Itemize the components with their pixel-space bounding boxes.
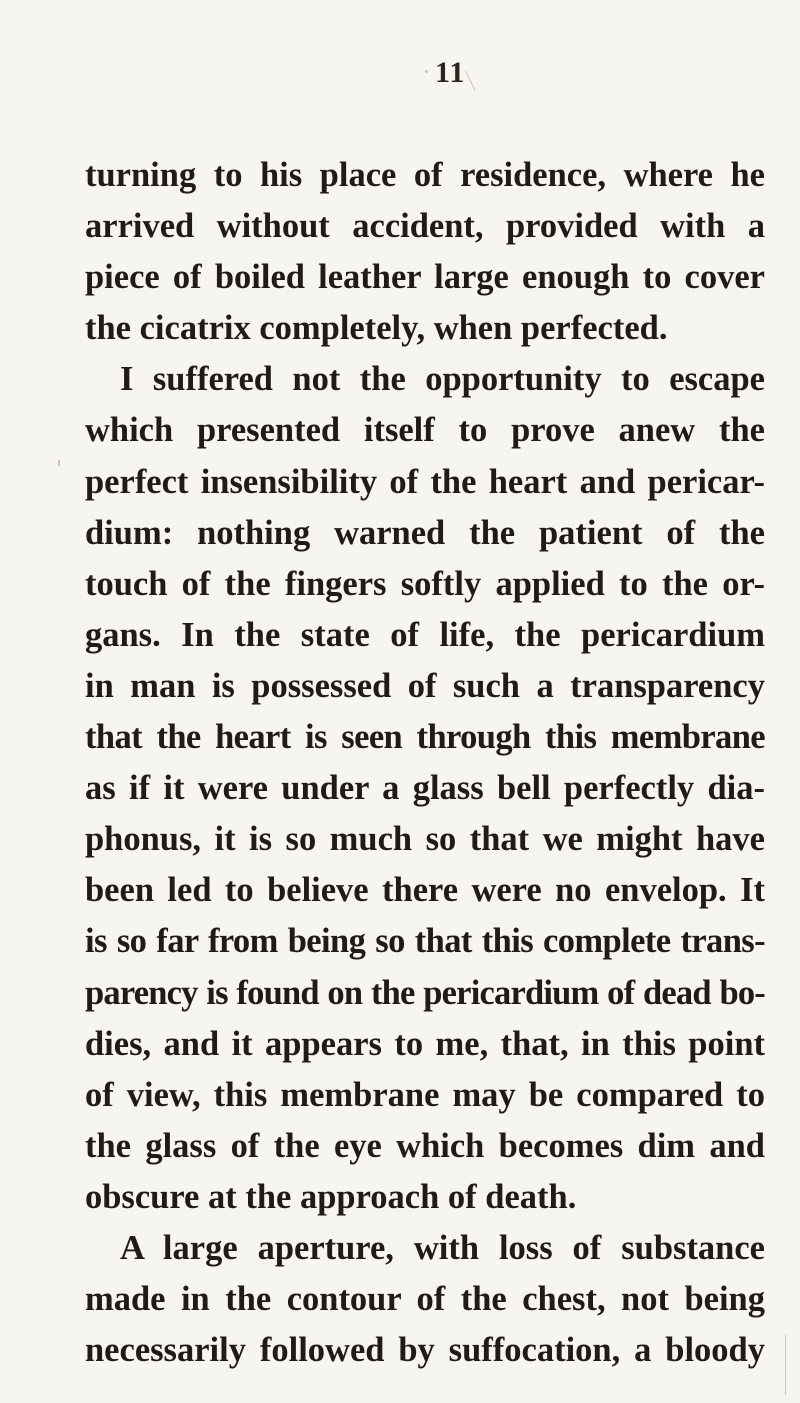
text-line: the glass of the eye which becomes dim and	[85, 1126, 765, 1165]
text-line: parency is found on the pericardium of dead bo-	[85, 973, 765, 1012]
paper-speck	[465, 71, 475, 91]
body-text	[85, 150, 765, 1376]
text-line: arrived without accident, provided with a	[85, 207, 765, 246]
text-line: of view, this membrane may be compared to	[85, 1075, 765, 1114]
text-line: A large aperture, with loss of substance	[120, 1228, 765, 1267]
text-line: as if it were under a glass bell perfectly dia-	[85, 769, 765, 808]
text-line: perfect insensibility of the heart and pericar-	[85, 462, 765, 501]
page-number: 11	[435, 56, 466, 89]
text-line: made in the contour of the chest, not being	[85, 1280, 765, 1319]
text-line: is so far from being so that this complete trans-	[85, 922, 765, 961]
text-line: gans. In the state of life, the pericardium	[85, 615, 765, 654]
text-line: I suffered not the opportunity to escape	[120, 360, 765, 399]
text-line: dies, and it appears to me, that, in this point	[85, 1024, 765, 1063]
text-line: been led to believe there were no envelop. It	[85, 871, 765, 910]
text-line: phonus, it is so much so that we might have	[85, 820, 765, 859]
text-line: necessarily followed by suffocation, a bloody	[85, 1331, 765, 1370]
paper-speck	[58, 460, 60, 466]
text-line: the cicatrix completely, when perfected.	[85, 309, 668, 348]
text-line: turning to his place of residence, where he	[85, 156, 765, 194]
text-line: that the heart is seen through this membrane	[85, 718, 765, 757]
paper-edge-mark	[785, 1335, 786, 1395]
text-line: in man is possessed of such a transparency	[85, 666, 765, 705]
paper-speck	[425, 70, 428, 73]
text-line: which presented itself to prove anew the	[85, 411, 765, 450]
text-line: obscure at the approach of death.	[85, 1177, 577, 1216]
text-line: piece of boiled leather large enough to cover	[85, 258, 765, 297]
text-line: touch of the fingers softly applied to the or-	[85, 564, 765, 603]
text-line: dium: nothing warned the patient of the	[85, 513, 765, 552]
